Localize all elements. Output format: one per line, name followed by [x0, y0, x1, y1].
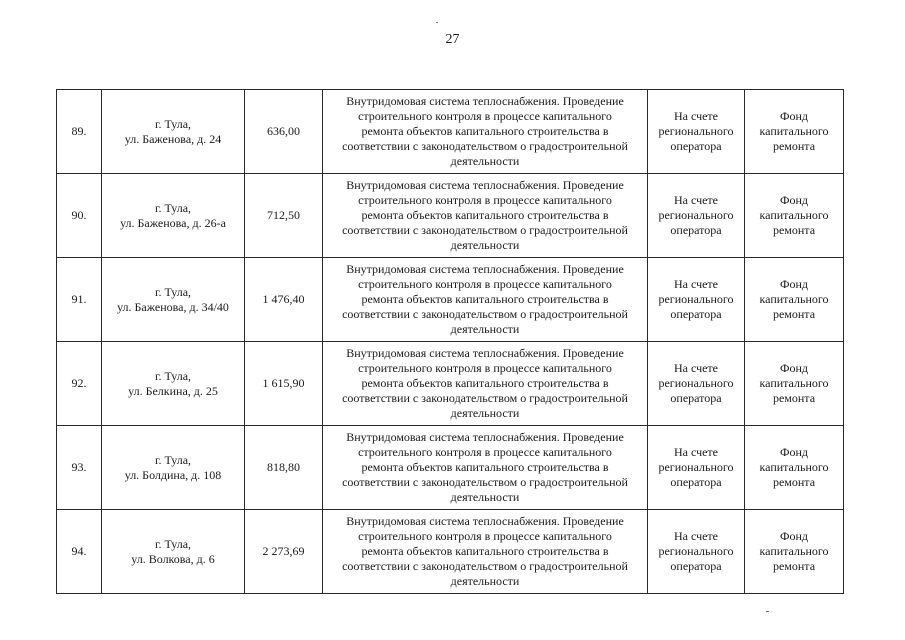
address-city: г. Тула,	[154, 536, 192, 551]
fund-line: Фонд	[779, 109, 808, 123]
address-street: ул. Баженова, д. 34/40	[117, 299, 229, 314]
work-line: соответствии с законодательством о градостроительной	[342, 391, 628, 405]
source-line: оператора	[670, 475, 722, 489]
work-line: деятельности	[450, 574, 520, 588]
fund-line: Фонд	[779, 529, 808, 543]
source-line: регионального	[658, 460, 734, 474]
work-line: Внутридомовая система теплоснабжения. Проведение	[346, 262, 624, 276]
work-line: Внутридомовая система теплоснабжения. Проведение	[346, 346, 624, 360]
source-line: оператора	[670, 559, 722, 573]
work-line: ремонта объектов капитального строительства в	[361, 292, 609, 306]
work-line: строительного контроля в процессе капитального	[358, 193, 612, 207]
fund-line: ремонта	[772, 307, 816, 321]
fund-line: ремонта	[772, 559, 816, 573]
funding-source	[648, 426, 745, 510]
table-row	[57, 342, 844, 426]
work-line: соответствии с законодательством о градостроительной	[342, 139, 628, 153]
work-line: строительного контроля в процессе капитального	[358, 445, 612, 459]
address-street: ул. Баженова, д. 26-а	[120, 215, 226, 230]
row-number: 90.	[57, 174, 102, 258]
fund-line: капитального	[759, 460, 829, 474]
fund-cell	[745, 426, 844, 510]
address-street: ул. Волкова, д. 6	[131, 551, 215, 566]
fund-line: Фонд	[779, 277, 808, 291]
source-line: регионального	[658, 292, 734, 306]
work-description	[323, 258, 648, 342]
work-line: соответствии с законодательством о градостроительной	[342, 475, 628, 489]
work-line: ремонта объектов капитального строительства в	[361, 376, 609, 390]
work-line: Внутридомовая система теплоснабжения. Проведение	[346, 514, 624, 528]
work-line: строительного контроля в процессе капитального	[358, 529, 612, 543]
area-cell: 818,80	[245, 426, 323, 510]
work-line: ремонта объектов капитального строительства в	[361, 460, 609, 474]
address-street: ул. Белкина, д. 25	[128, 383, 218, 398]
fund-line: ремонта	[772, 391, 816, 405]
fund-cell	[745, 510, 844, 594]
work-line: соответствии с законодательством о градостроительной	[342, 559, 628, 573]
row-number: 93.	[57, 426, 102, 510]
fund-line: Фонд	[779, 193, 808, 207]
area-cell: 2 273,69	[245, 510, 323, 594]
address-street: ул. Болдина, д. 108	[124, 467, 222, 482]
table-row	[57, 90, 844, 174]
table-row	[57, 258, 844, 342]
address-city: г. Тула,	[154, 368, 192, 383]
address-cell	[102, 90, 245, 174]
work-line: Внутридомовая система теплоснабжения. Проведение	[346, 430, 624, 444]
scan-speck	[436, 22, 438, 23]
address-cell	[102, 342, 245, 426]
work-line: Внутридомовая система теплоснабжения. Проведение	[346, 178, 624, 192]
fund-line: Фонд	[779, 361, 808, 375]
work-line: ремонта объектов капитального строительства в	[361, 544, 609, 558]
fund-line: капитального	[759, 208, 829, 222]
work-line: деятельности	[450, 238, 520, 252]
work-line: Внутридомовая система теплоснабжения. Проведение	[346, 94, 624, 108]
work-line: ремонта объектов капитального строительства в	[361, 208, 609, 222]
row-number: 89.	[57, 90, 102, 174]
source-line: оператора	[670, 223, 722, 237]
work-line: соответствии с законодательством о градостроительной	[342, 223, 628, 237]
source-line: регионального	[658, 544, 734, 558]
work-description	[323, 510, 648, 594]
fund-cell	[745, 342, 844, 426]
source-line: На счете	[673, 109, 718, 123]
source-line: оператора	[670, 391, 722, 405]
table-row	[57, 510, 844, 594]
area-cell: 1 476,40	[245, 258, 323, 342]
address-cell	[102, 510, 245, 594]
address-cell	[102, 426, 245, 510]
fund-cell	[745, 90, 844, 174]
funding-source	[648, 342, 745, 426]
row-number: 92.	[57, 342, 102, 426]
work-line: строительного контроля в процессе капитального	[358, 277, 612, 291]
table-body	[57, 90, 844, 594]
funding-source	[648, 174, 745, 258]
source-line: На счете	[673, 445, 718, 459]
work-line: ремонта объектов капитального строительства в	[361, 124, 609, 138]
page-number: 27	[445, 32, 460, 47]
fund-line: Фонд	[779, 445, 808, 459]
work-description	[323, 342, 648, 426]
work-description	[323, 426, 648, 510]
source-line: На счете	[673, 193, 718, 207]
funding-source	[648, 510, 745, 594]
source-line: регионального	[658, 124, 734, 138]
address-street: ул. Баженова, д. 24	[124, 131, 222, 146]
row-number: 91.	[57, 258, 102, 342]
fund-line: капитального	[759, 292, 829, 306]
area-cell: 636,00	[245, 90, 323, 174]
fund-cell	[745, 258, 844, 342]
address-cell	[102, 174, 245, 258]
work-line: деятельности	[450, 322, 520, 336]
work-line: деятельности	[450, 154, 520, 168]
source-line: оператора	[670, 139, 722, 153]
work-line: соответствии с законодательством о градостроительной	[342, 307, 628, 321]
fund-line: ремонта	[772, 223, 816, 237]
fund-line: ремонта	[772, 475, 816, 489]
fund-cell	[745, 174, 844, 258]
area-cell: 712,50	[245, 174, 323, 258]
funding-source	[648, 258, 745, 342]
row-number: 94.	[57, 510, 102, 594]
source-line: На счете	[673, 361, 718, 375]
address-city: г. Тула,	[154, 452, 192, 467]
work-line: деятельности	[450, 490, 520, 504]
funding-source	[648, 90, 745, 174]
work-line: строительного контроля в процессе капитального	[358, 361, 612, 375]
source-line: регионального	[658, 376, 734, 390]
table-row	[57, 174, 844, 258]
address-city: г. Тула,	[154, 284, 192, 299]
fund-line: ремонта	[772, 139, 816, 153]
source-line: оператора	[670, 307, 722, 321]
work-line: деятельности	[450, 406, 520, 420]
scan-speck	[766, 611, 769, 612]
address-cell	[102, 258, 245, 342]
address-city: г. Тула,	[154, 116, 192, 131]
fund-line: капитального	[759, 544, 829, 558]
source-line: регионального	[658, 208, 734, 222]
area-cell: 1 615,90	[245, 342, 323, 426]
source-line: На счете	[673, 529, 718, 543]
work-description	[323, 90, 648, 174]
address-city: г. Тула,	[154, 200, 192, 215]
work-description	[323, 174, 648, 258]
source-line: На счете	[673, 277, 718, 291]
capital-repair-table	[56, 89, 844, 594]
fund-line: капитального	[759, 376, 829, 390]
fund-line: капитального	[759, 124, 829, 138]
work-line: строительного контроля в процессе капитального	[358, 109, 612, 123]
table-row	[57, 426, 844, 510]
